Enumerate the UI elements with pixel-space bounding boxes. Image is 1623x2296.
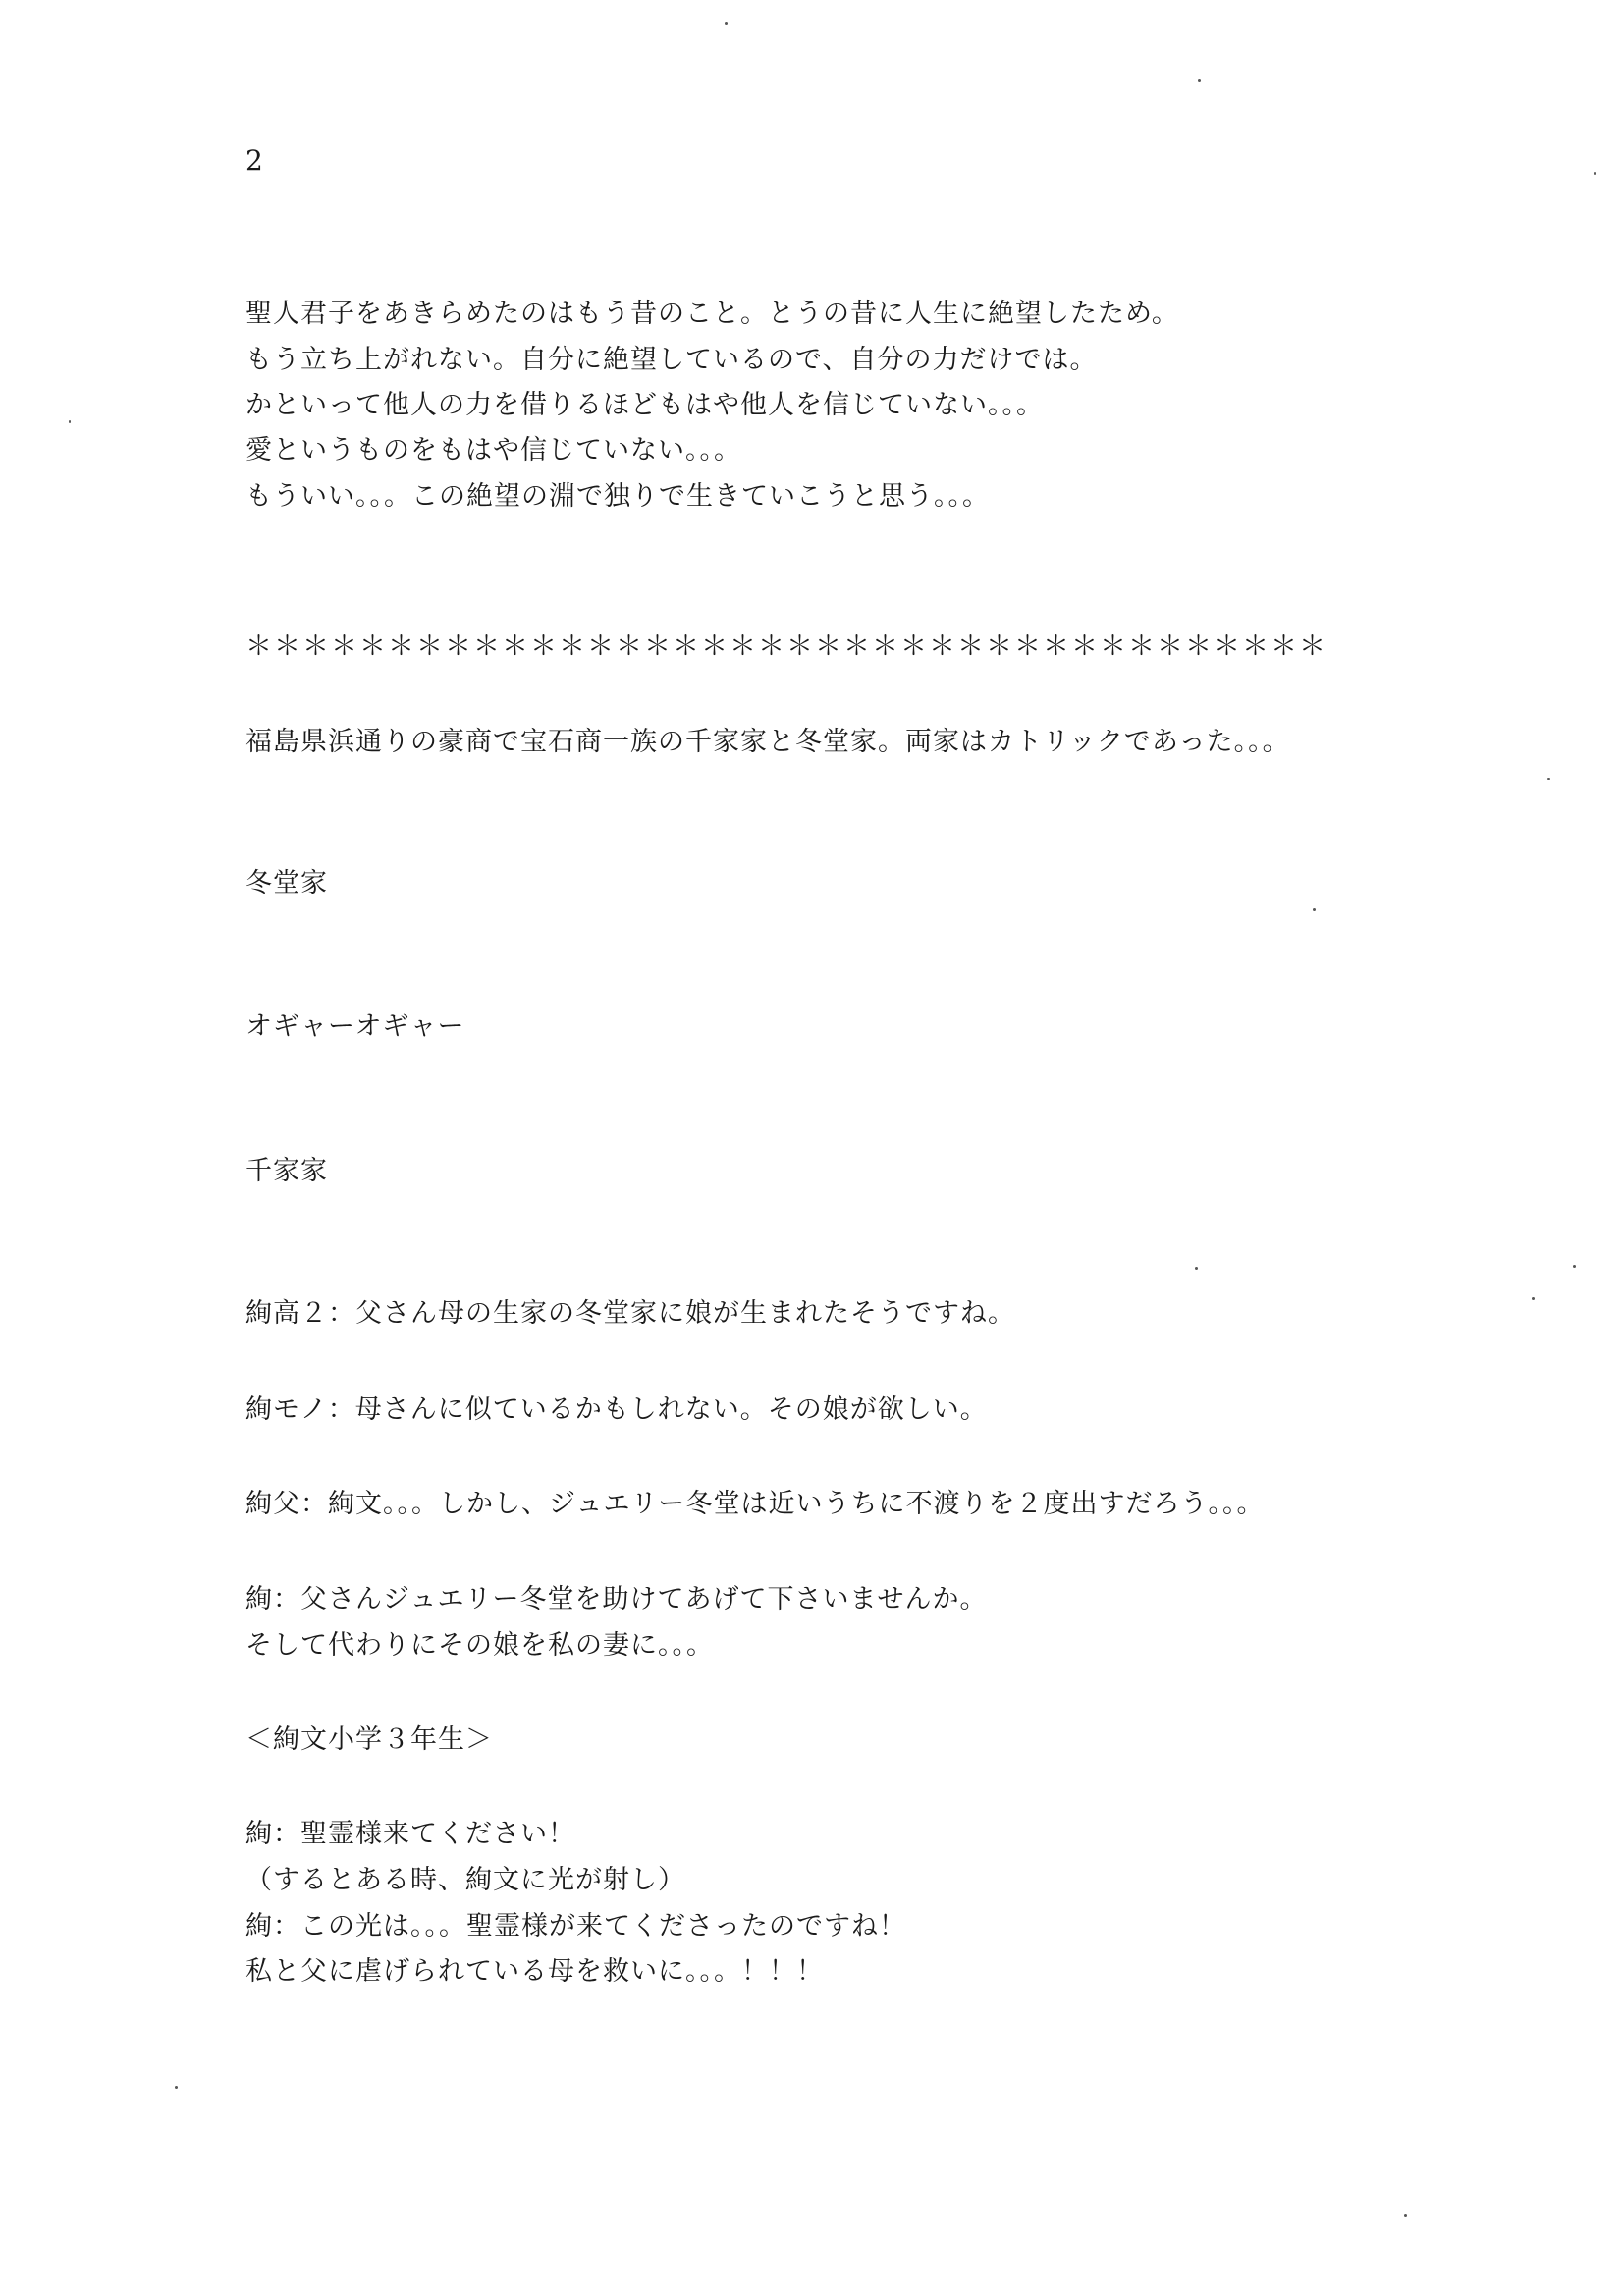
text-line: 絢：父さんジュエリー冬堂を助けてあげて下さいませんか。 xyxy=(245,1584,988,1614)
separator-line: ＊＊＊＊＊＊＊＊＊＊＊＊＊＊＊＊＊＊＊＊＊＊＊＊＊＊＊＊＊＊＊＊＊＊＊＊＊＊ xyxy=(245,631,1327,662)
scan-speck xyxy=(1313,908,1316,911)
scan-speck xyxy=(1573,1265,1576,1268)
page-number: 2 xyxy=(245,144,263,177)
text-line: オギャーオギャー xyxy=(245,1011,465,1042)
text-line: （するとある時、絢文に光が射し） xyxy=(245,1865,685,1895)
text-line: 福島県浜通りの豪商で宝石商一族の千家家と冬堂家。両家はカトリックであった。。。 xyxy=(245,727,1290,757)
text-line: もういい。。。この絶望の淵で独りで生きていこうと思う。。。 xyxy=(245,481,990,512)
text-line: 千家家 xyxy=(245,1156,328,1186)
scan-speck xyxy=(1195,1267,1198,1270)
text-line: そして代わりにその娘を私の妻に。。。 xyxy=(245,1630,714,1661)
scan-speck xyxy=(725,22,728,25)
text-line: かといって他人の力を借りるほどもはや他人を信じていない。。。 xyxy=(245,390,1044,420)
text-line: 冬堂家 xyxy=(245,868,328,899)
scan-speck xyxy=(175,2086,178,2089)
text-line: 絢高２：父さん母の生家の冬堂家に娘が生まれたそうですね。 xyxy=(245,1298,1015,1329)
text-line: 聖人君子をあきらめたのはもう昔のこと。とうの昔に人生に絶望したため。 xyxy=(245,299,1179,329)
scan-speck xyxy=(1532,1297,1535,1300)
text-line: 絢モノ：母さんに似ているかもしれない。その娘が欲しい。 xyxy=(245,1394,988,1425)
text-line: 私と父に虐げられている母を救いに。。。！！！ xyxy=(245,1956,824,1987)
scan-speck xyxy=(1547,778,1550,780)
text-line: もう立ち上がれない。自分に絶望しているので、自分の力だけでは。 xyxy=(245,345,1098,375)
text-line: 絢：聖霊様来てください！ xyxy=(245,1819,575,1849)
scan-speck xyxy=(1404,2214,1407,2217)
scan-speck xyxy=(1594,172,1596,175)
text-line: 絢：この光は。。。聖霊様が来てくださったのですね！ xyxy=(245,1911,906,1941)
text-line: 愛というものをもはや信じていない。。。 xyxy=(245,435,741,465)
scan-speck xyxy=(1198,79,1201,82)
scan-speck xyxy=(69,420,71,423)
text-line: 絢父：絢文。。。しかし、ジュエリー冬堂は近いうちに不渡りを２度出すだろう。。。 xyxy=(245,1489,1265,1519)
text-line: ＜絢文小学３年生＞ xyxy=(245,1724,493,1755)
